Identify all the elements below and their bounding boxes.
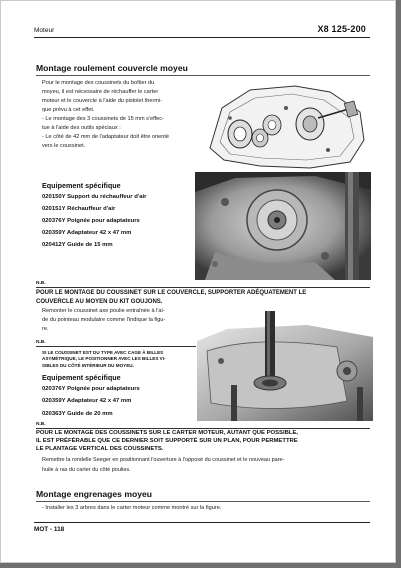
header-rule <box>34 37 370 38</box>
section2-instructions <box>42 307 165 334</box>
text-line: que prévu à cet effet. <box>42 107 95 113</box>
equipment-heading: Equipement spécifique <box>42 181 121 190</box>
text-line: Remonter le coussinet axe poulie entraînée à l'ai- <box>42 308 165 314</box>
text-line: Remettre la rondelle Seeger en positionnant l'ouverture à l'opposé du coussinet et le nouveau pare- <box>42 457 285 463</box>
nb-line: POUR LE MONTAGE DES COUSSINETS SUR LE CARTER MOTEUR, AUTANT QUE POSSIBLE, <box>36 430 299 436</box>
section3-instruction <box>42 504 221 513</box>
nb-rule <box>36 346 196 347</box>
text-line: tue à l'aide des outils spéciaux : <box>42 125 121 131</box>
equipment-item: 020412Y Guide de 15 mm <box>42 242 113 248</box>
nb-note-cage-billes <box>42 350 166 369</box>
nb-line: COUVERCLE AU MOYEN DU KIT GOUJONS. <box>36 298 163 305</box>
equipment-item: 020359Y Adaptateur 42 x 47 mm <box>42 398 132 404</box>
equipment-heading: Equipement spécifique <box>42 373 121 382</box>
page-number: MOT - 118 <box>34 526 65 533</box>
nb-note-couvercle <box>36 289 306 306</box>
section-title-roulement: Montage roulement couvercle moyeu <box>36 63 188 73</box>
section-rule <box>36 501 370 502</box>
nb-line: SI LE COUSSINET EST DU TYPE AVEC CAGE À BILLES <box>42 350 164 355</box>
section1-instructions <box>42 79 169 151</box>
text-line: moyeu, il est nécessaire de réchauffer le carter <box>42 89 159 95</box>
nb-label: N.B. <box>36 281 46 286</box>
footer-rule <box>34 522 370 523</box>
text-line: vers le coussinet. <box>42 143 86 149</box>
photo-pulley-axle-bearing <box>197 311 373 421</box>
text-line: - Installer les 3 arbres dans le carter moteur comme montré sur la figure. <box>42 505 222 511</box>
nb-line: IL EST PRÉFÉRABLE QUE CE DERNIER SOIT SUPPORTÉ SUR UN PLAN, POUR PERMETTRE <box>36 438 298 445</box>
header-model: X8 125-200 <box>317 24 366 34</box>
photo-hub-cover-bearing <box>195 172 371 280</box>
text-line: - Le montage des 3 coussinets de 15 mm s'effec- <box>42 116 164 122</box>
nb-rule <box>36 287 370 288</box>
section-title-engrenages: Montage engrenages moyeu <box>36 489 153 499</box>
seeger-instructions <box>42 456 284 475</box>
text-line: de du pointeau modulaire comme l'indique la figu- <box>42 317 166 323</box>
nb-line: SIBLES DU CÔTÉ INTÉRIEUR DU MOYEU. <box>42 362 134 368</box>
nb-line: ASYMÉTRIQUE, LE POSITIONNER AVEC LES BILLES VI- <box>42 356 166 362</box>
text-line: Pour le montage des coussinets du boîtier du <box>42 80 155 86</box>
text-line: re. <box>42 326 49 332</box>
nb-label: N.B. <box>36 422 46 427</box>
header-section: Moteur <box>34 27 55 34</box>
nb-label: N.B. <box>36 340 46 345</box>
equipment-item: 020359Y Adaptateur 42 x 47 mm <box>42 230 132 236</box>
nb-line: POUR LE MONTAGE DU COUSSINET SUR LE COUVERCLE, SUPPORTER ADÉQUATEMENT LE <box>36 290 307 296</box>
equipment-item: 020151Y Réchauffeur d'air <box>42 206 116 212</box>
equipment-item: 020376Y Poignée pour adaptateurs <box>42 386 140 392</box>
equipment-item: 020363Y Guide de 20 mm <box>42 411 113 417</box>
nb-line: LE PLANTAGE VERTICAL DES COUSSINETS. <box>36 446 164 453</box>
illustration-crankcase-drawing <box>200 78 370 170</box>
section-rule <box>36 75 370 76</box>
equipment-item: 020376Y Poignée pour adaptateurs <box>42 218 140 224</box>
text-line: moteur et le couvercle à l'aide du pistolet thermi- <box>42 98 163 104</box>
nb-note-carter <box>36 429 298 454</box>
equipment-item: 020150Y Support du réchauffeur d'air <box>42 194 147 200</box>
text-line: - Le côté de 42 mm de l'adaptateur doit être orienté <box>42 134 170 140</box>
text-line: huile à ras du carter du côté poulies. <box>42 466 131 473</box>
